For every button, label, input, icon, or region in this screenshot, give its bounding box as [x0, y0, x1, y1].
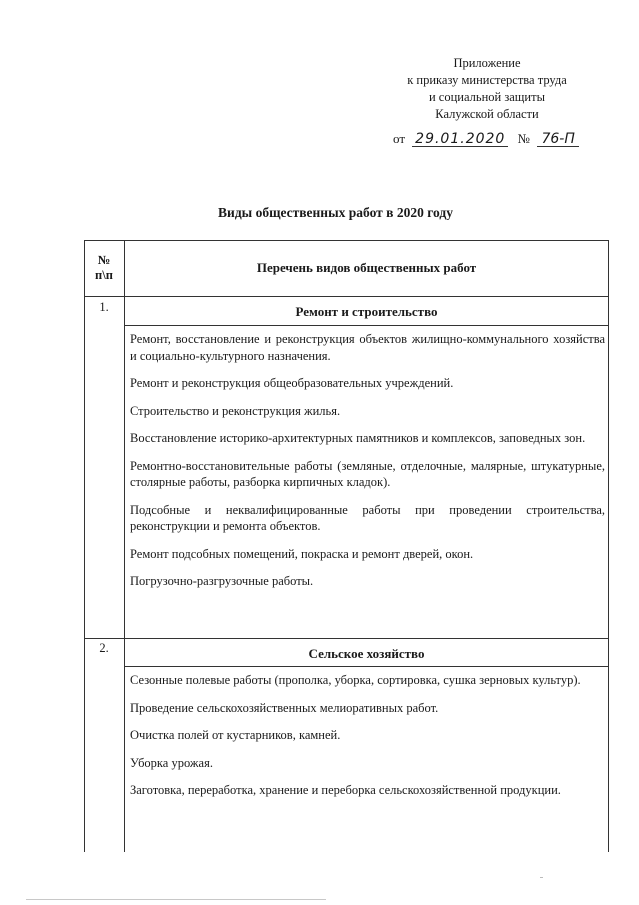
appendix-line: к приказу министерства труда — [407, 73, 567, 87]
scan-artifact-line — [26, 899, 326, 900]
from-label: от — [393, 131, 406, 146]
table-rule — [84, 240, 85, 852]
order-date: 29.01.2020 — [412, 132, 508, 147]
document-title: Виды общественных работ в 2020 году — [218, 205, 453, 220]
list-item: Очистка полей от кустарников, камней. — [130, 728, 341, 742]
number-header-text: № п\п — [95, 253, 113, 282]
table-rule — [124, 666, 609, 667]
order-reference — [393, 131, 579, 147]
list-item: Проведение сельскохозяйственных мелиоративных работ. — [130, 700, 439, 715]
number-column-header — [84, 240, 124, 296]
appendix-header — [376, 55, 598, 123]
list-item: Ремонт подсобных помещений, покраска и ремонт дверей, окон. — [130, 546, 474, 561]
list-item: Ремонтно-восстановительные работы (земляные, отделочные, малярные, штукатурные, столярные работы, разборка кирпичных кладок). — [130, 458, 605, 489]
table-rule — [84, 296, 609, 297]
list-item: Ремонт и реконструкция общеобразовательных учреждений. — [130, 376, 454, 390]
list-item: Строительство и реконструкция жилья. — [130, 403, 341, 418]
order-number: 76-П — [537, 132, 579, 147]
section-title: Сельское хозяйство — [308, 646, 425, 661]
table-rule — [608, 240, 609, 852]
section-number: 1. — [99, 300, 109, 314]
section-title: Ремонт и строительство — [295, 304, 438, 319]
section-items — [130, 672, 605, 799]
list-item: Сезонные полевые работы (прополка, уборка, сортировка, сушка зерновых культур). — [130, 673, 581, 687]
appendix-line: и социальной защиты — [428, 90, 545, 104]
list-item: Уборка урожая. — [130, 755, 213, 770]
appendix-line: Приложение — [453, 56, 521, 70]
list-item: Восстановление историко-архитектурных памятников и комплексов, заповедных зон. — [130, 431, 586, 445]
table-rule — [124, 240, 125, 852]
list-item: Заготовка, переработка, хранение и переборка сельскохозяйственной продукции. — [130, 783, 561, 797]
section-items — [130, 331, 605, 590]
table-rule — [124, 325, 609, 326]
list-item: Ремонт, восстановление и реконструкция объектов жилищно-коммунального хозяйства и социально-культурного назначения. — [130, 332, 605, 363]
section-number: 2. — [99, 641, 109, 655]
scan-artifact-dot — [540, 877, 543, 878]
list-column-header: Перечень видов общественных работ — [256, 260, 477, 275]
list-item: Подсобные и неквалифицированные работы при проведении строительства, реконструкции и ремонта объектов. — [130, 502, 605, 533]
list-item: Погрузочно-разгрузочные работы. — [130, 574, 314, 588]
table-rule — [84, 638, 609, 639]
number-label: № — [517, 131, 530, 146]
appendix-line: Калужской области — [435, 107, 539, 121]
